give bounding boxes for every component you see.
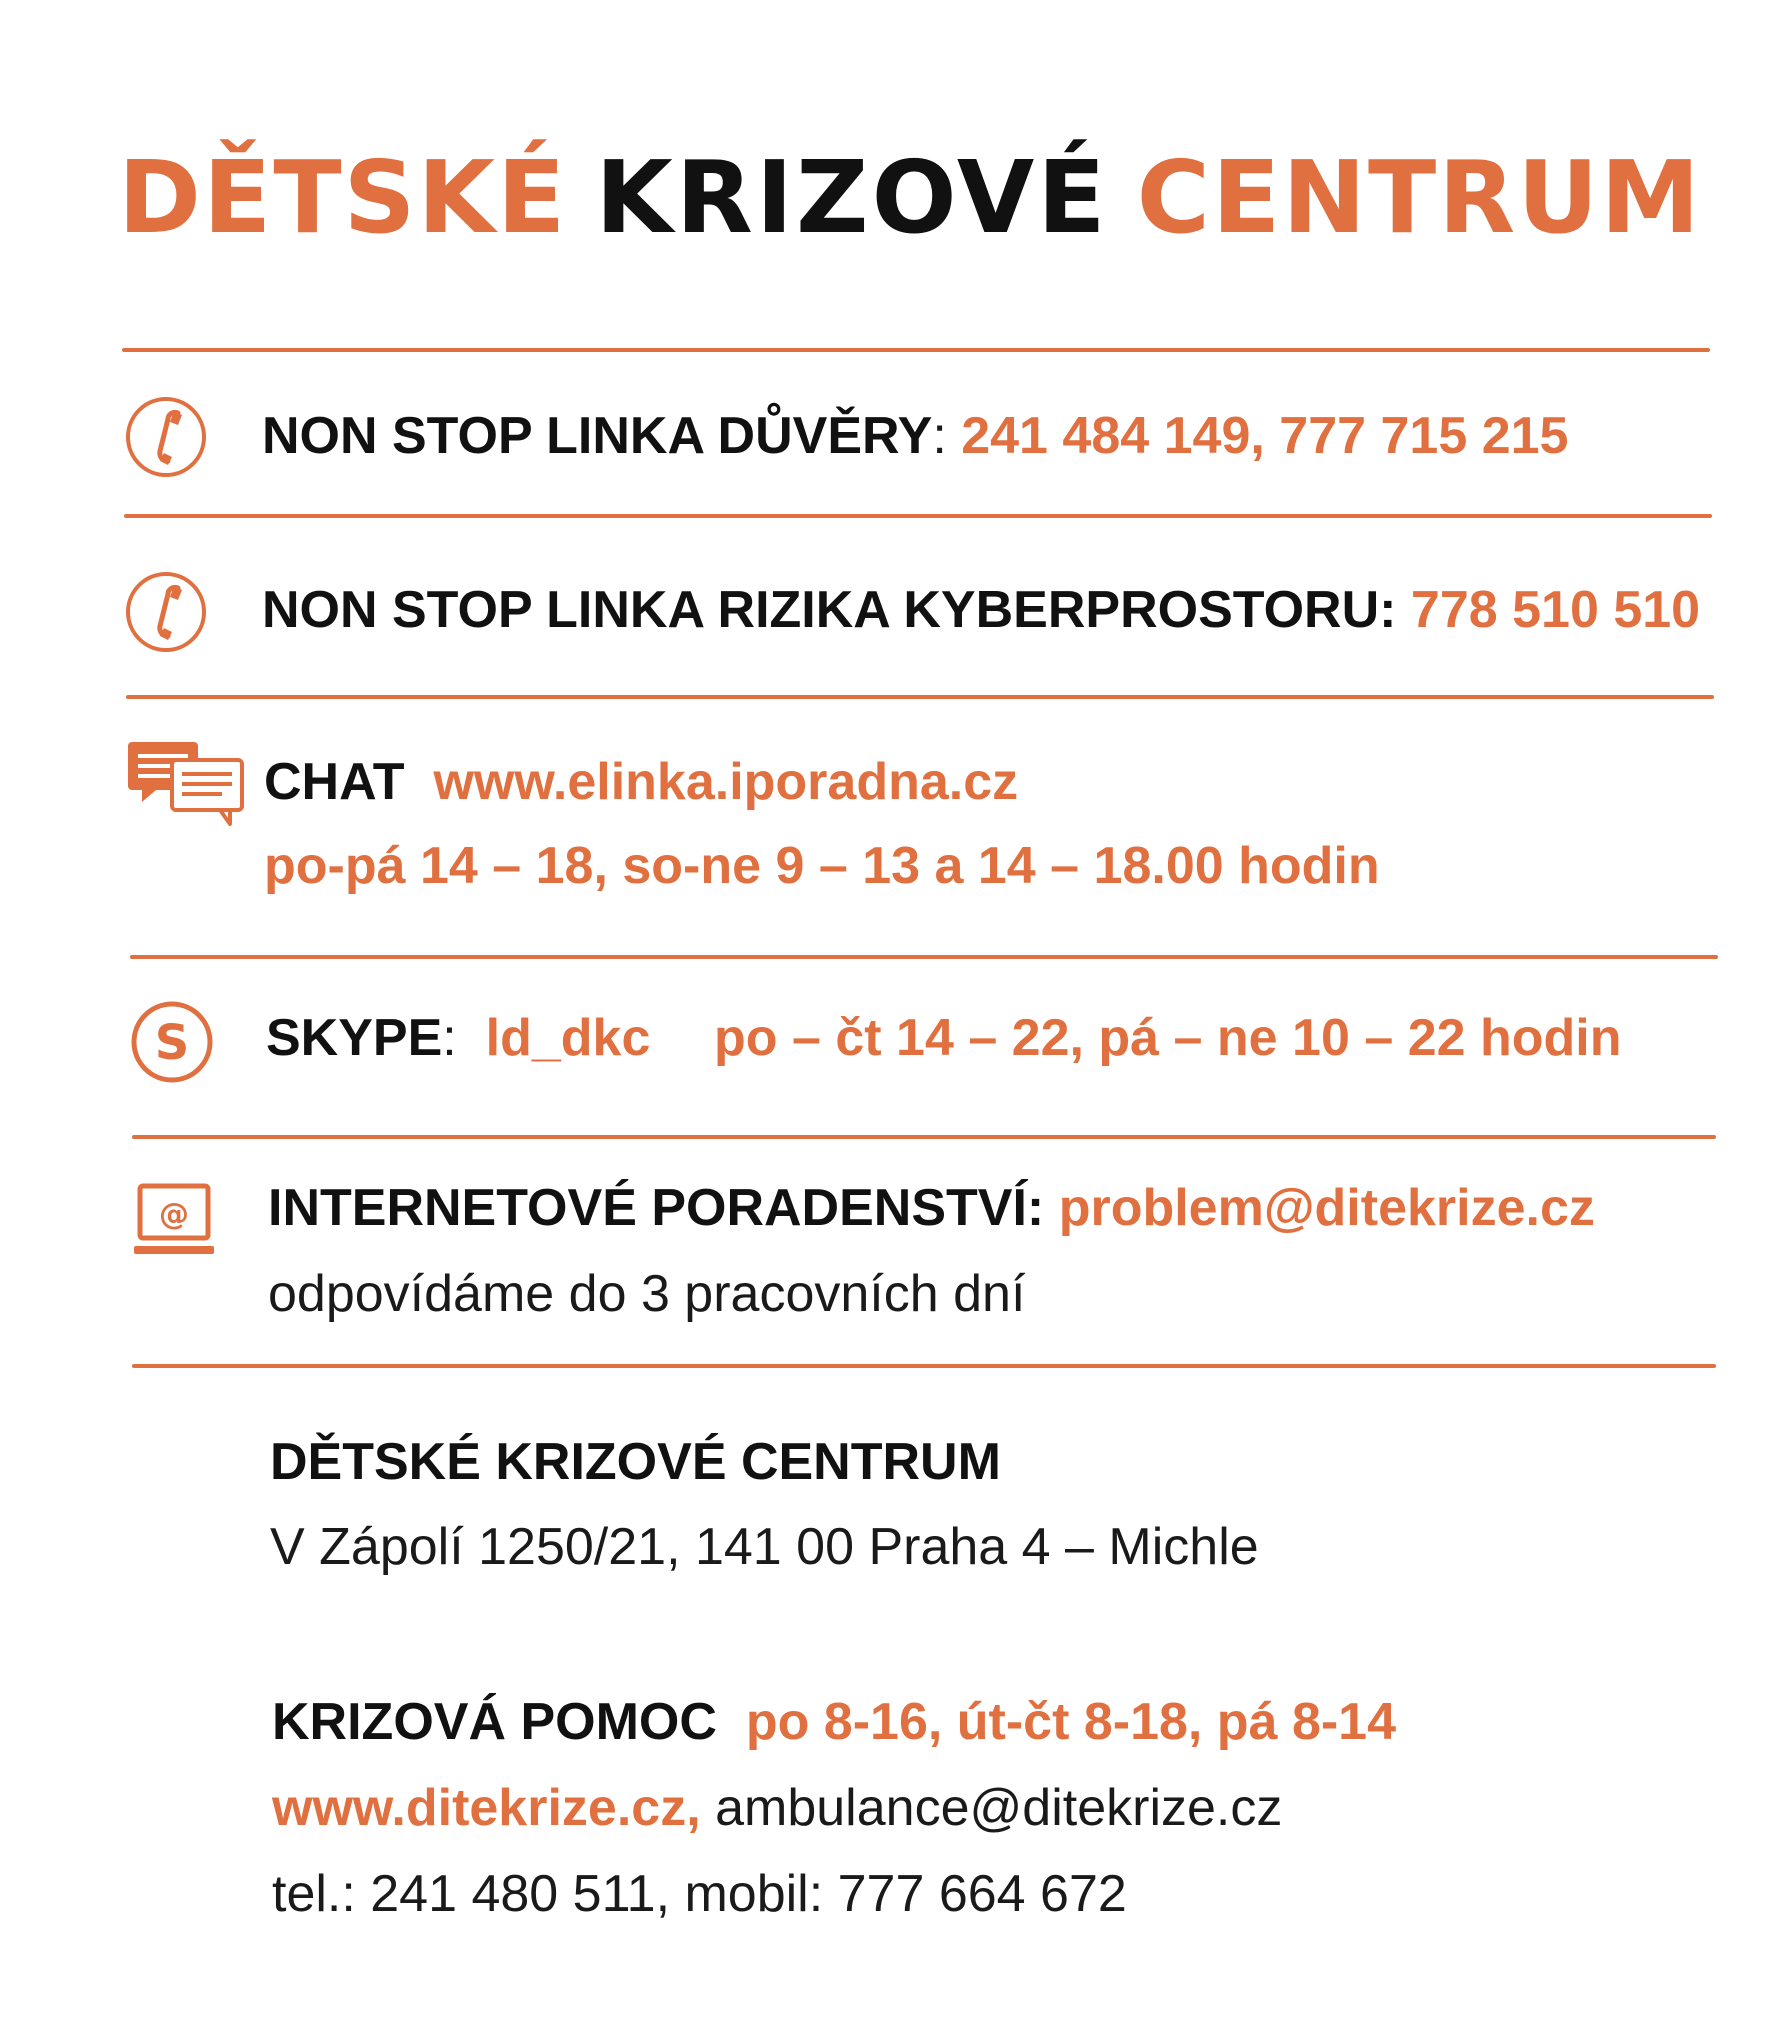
divider-4 bbox=[130, 955, 1718, 959]
divider-2 bbox=[124, 514, 1712, 518]
hotline-trust-label: NON STOP LINKA DŮVĚRY bbox=[262, 407, 933, 465]
hotline-trust-row bbox=[262, 404, 1568, 468]
crisis-help-row bbox=[272, 1690, 1396, 1754]
skype-hours bbox=[714, 1006, 1622, 1070]
phone-icon bbox=[124, 570, 208, 654]
center-address bbox=[270, 1515, 1259, 1579]
hotline-trust-numbers[interactable]: 241 484 149, 777 715 215 bbox=[961, 407, 1569, 465]
crisis-help-phones bbox=[272, 1862, 1127, 1926]
skype-hours-text: po – čt 14 – 22, pá – ne 10 – 22 hodin bbox=[714, 1009, 1622, 1067]
title-word-krizove: KRIZOVÉ bbox=[595, 139, 1109, 256]
crisis-help-website-link[interactable]: www.ditekrize.cz, bbox=[272, 1779, 701, 1837]
skype-row bbox=[266, 1006, 650, 1070]
divider-6 bbox=[132, 1364, 1716, 1368]
internet-counseling-label: INTERNETOVÉ PORADENSTVÍ: bbox=[268, 1179, 1045, 1237]
title-word-detske: DĚTSKÉ bbox=[118, 139, 568, 256]
svg-text:@: @ bbox=[159, 1197, 189, 1232]
center-name bbox=[270, 1430, 1001, 1494]
hotline-cyber-row bbox=[262, 578, 1700, 642]
hotline-cyber-number[interactable]: 778 510 510 bbox=[1410, 581, 1701, 639]
phone-icon bbox=[124, 395, 208, 479]
crisis-help-phones-text: tel.: 241 480 511, mobil: 777 664 672 bbox=[272, 1865, 1127, 1923]
internet-counseling-row bbox=[268, 1176, 1595, 1240]
chat-url-link[interactable]: www.elinka.iporadna.cz bbox=[433, 753, 1019, 811]
hotline-trust-colon: : bbox=[932, 407, 947, 465]
skype-colon: : bbox=[442, 1009, 457, 1067]
chat-label: CHAT bbox=[264, 753, 405, 811]
divider-3 bbox=[126, 695, 1714, 699]
chat-bubbles-icon bbox=[126, 740, 246, 830]
internet-counseling-email[interactable]: problem@ditekrize.cz bbox=[1058, 1179, 1595, 1237]
page-title bbox=[118, 138, 1702, 258]
skype-account[interactable]: ld_dkc bbox=[485, 1009, 651, 1067]
title-word-centrum: CENTRUM bbox=[1136, 139, 1702, 256]
chat-row bbox=[264, 750, 1018, 814]
svg-text:S: S bbox=[154, 1015, 190, 1071]
crisis-help-contacts bbox=[272, 1776, 1282, 1840]
divider-1 bbox=[122, 348, 1710, 352]
crisis-help-label: KRIZOVÁ POMOC bbox=[272, 1693, 717, 1751]
chat-hours bbox=[264, 834, 1380, 898]
internet-counseling-note-text: odpovídáme do 3 pracovních dní bbox=[268, 1265, 1026, 1323]
skype-icon bbox=[130, 1000, 214, 1084]
internet-counseling-note bbox=[268, 1262, 1025, 1326]
crisis-help-email[interactable]: ambulance@ditekrize.cz bbox=[715, 1779, 1283, 1837]
chat-hours-text: po-pá 14 – 18, so-ne 9 – 13 a 14 – 18.00 hodin bbox=[264, 837, 1380, 895]
crisis-help-hours: po 8-16, út-čt 8-18, pá 8-14 bbox=[745, 1693, 1397, 1751]
skype-label: SKYPE bbox=[266, 1009, 443, 1067]
hotline-cyber-label: NON STOP LINKA RIZIKA KYBERPROSTORU: bbox=[262, 581, 1397, 639]
divider-5 bbox=[132, 1135, 1716, 1139]
laptop-at-icon bbox=[132, 1182, 216, 1262]
center-name-text: DĚTSKÉ KRIZOVÉ CENTRUM bbox=[270, 1433, 1001, 1491]
center-address-text: V Zápolí 1250/21, 141 00 Praha 4 – Michle bbox=[270, 1518, 1259, 1576]
